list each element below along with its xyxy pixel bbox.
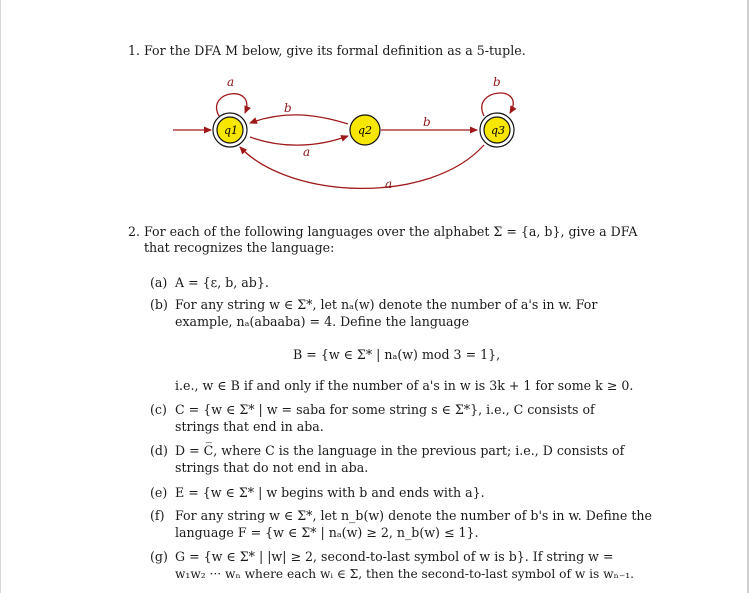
edge-q2-q1 — [250, 115, 348, 124]
item-c-line2: strings that end in aba. — [175, 419, 324, 434]
problem-1-text: For the DFA M below, give its formal definition as a 5-tuple. — [144, 43, 526, 58]
item-b-line2: example, nₐ(abaaba) = 4. Define the language — [175, 314, 470, 329]
edge-label-q2-q1: b — [284, 101, 292, 115]
problem-1-number: 1. — [128, 43, 141, 58]
item-e-line1: E = {w ∈ Σ* | w begins with b and ends with a}. — [175, 485, 485, 500]
item-b-label: (b) — [150, 297, 168, 312]
edge-label-q3-q3: b — [493, 75, 501, 89]
item-b-line1: For any string w ∈ Σ*, let nₐ(w) denote the number of a's in w. For — [175, 297, 598, 312]
item-d-line1: D = C̅, where C is the language in the previous part; i.e., D consists of — [175, 443, 625, 458]
state-label-q2: q2 — [358, 124, 373, 137]
item-d-label: (d) — [150, 443, 168, 458]
edge-q1-q2 — [250, 136, 348, 145]
state-label-q1: q1 — [224, 124, 239, 137]
item-a-label: (a) — [150, 275, 168, 290]
item-b-continuation: i.e., w ∈ B if and only if the number of a's in w is 3k + 1 for some k ≥ 0. — [175, 378, 634, 393]
item-b-display-equation: B = {w ∈ Σ* | nₐ(w) mod 3 = 1}, — [293, 347, 501, 362]
problem-2-intro-line2: that recognizes the language: — [144, 240, 335, 255]
item-c-line1: C = {w ∈ Σ* | w = saba for some string s ∈ Σ*}, i.e., C consists of — [175, 402, 595, 417]
edge-label-q2-q3: b — [423, 115, 431, 129]
problem-2-number: 2. — [128, 224, 141, 239]
item-f-line1: For any string w ∈ Σ*, let n_b(w) denote the number of b's in w. Define the — [175, 508, 652, 523]
item-a-line1: A = {ε, b, ab}. — [175, 275, 269, 290]
item-f-label: (f) — [150, 508, 165, 523]
item-f-line2: language F = {w ∈ Σ* | nₐ(w) ≥ 2, n_b(w) ≤ 1}. — [175, 525, 479, 540]
edge-label-q1-q1: a — [227, 75, 235, 89]
item-d-line2: strings that do not end in aba. — [175, 460, 369, 475]
edge-label-q3-q1: a — [385, 177, 393, 191]
state-label-q3: q3 — [491, 124, 506, 137]
item-g-line1: G = {w ∈ Σ* | |w| ≥ 2, second-to-last symbol of w is b}. If string w = — [175, 549, 614, 564]
item-c-label: (c) — [150, 402, 167, 417]
item-g-label: (g) — [150, 549, 168, 564]
edge-q3-q1 — [240, 145, 484, 188]
item-g-line2: w₁w₂ ··· wₙ where each wᵢ ∈ Σ, then the second-to-last symbol of w is wₙ₋₁. — [175, 567, 635, 581]
problem-2-intro-line1: For each of the following languages over the alphabet Σ = {a, b}, give a DFA — [144, 224, 638, 239]
item-e-label: (e) — [150, 485, 168, 500]
edge-label-q1-q2: a — [303, 145, 311, 159]
